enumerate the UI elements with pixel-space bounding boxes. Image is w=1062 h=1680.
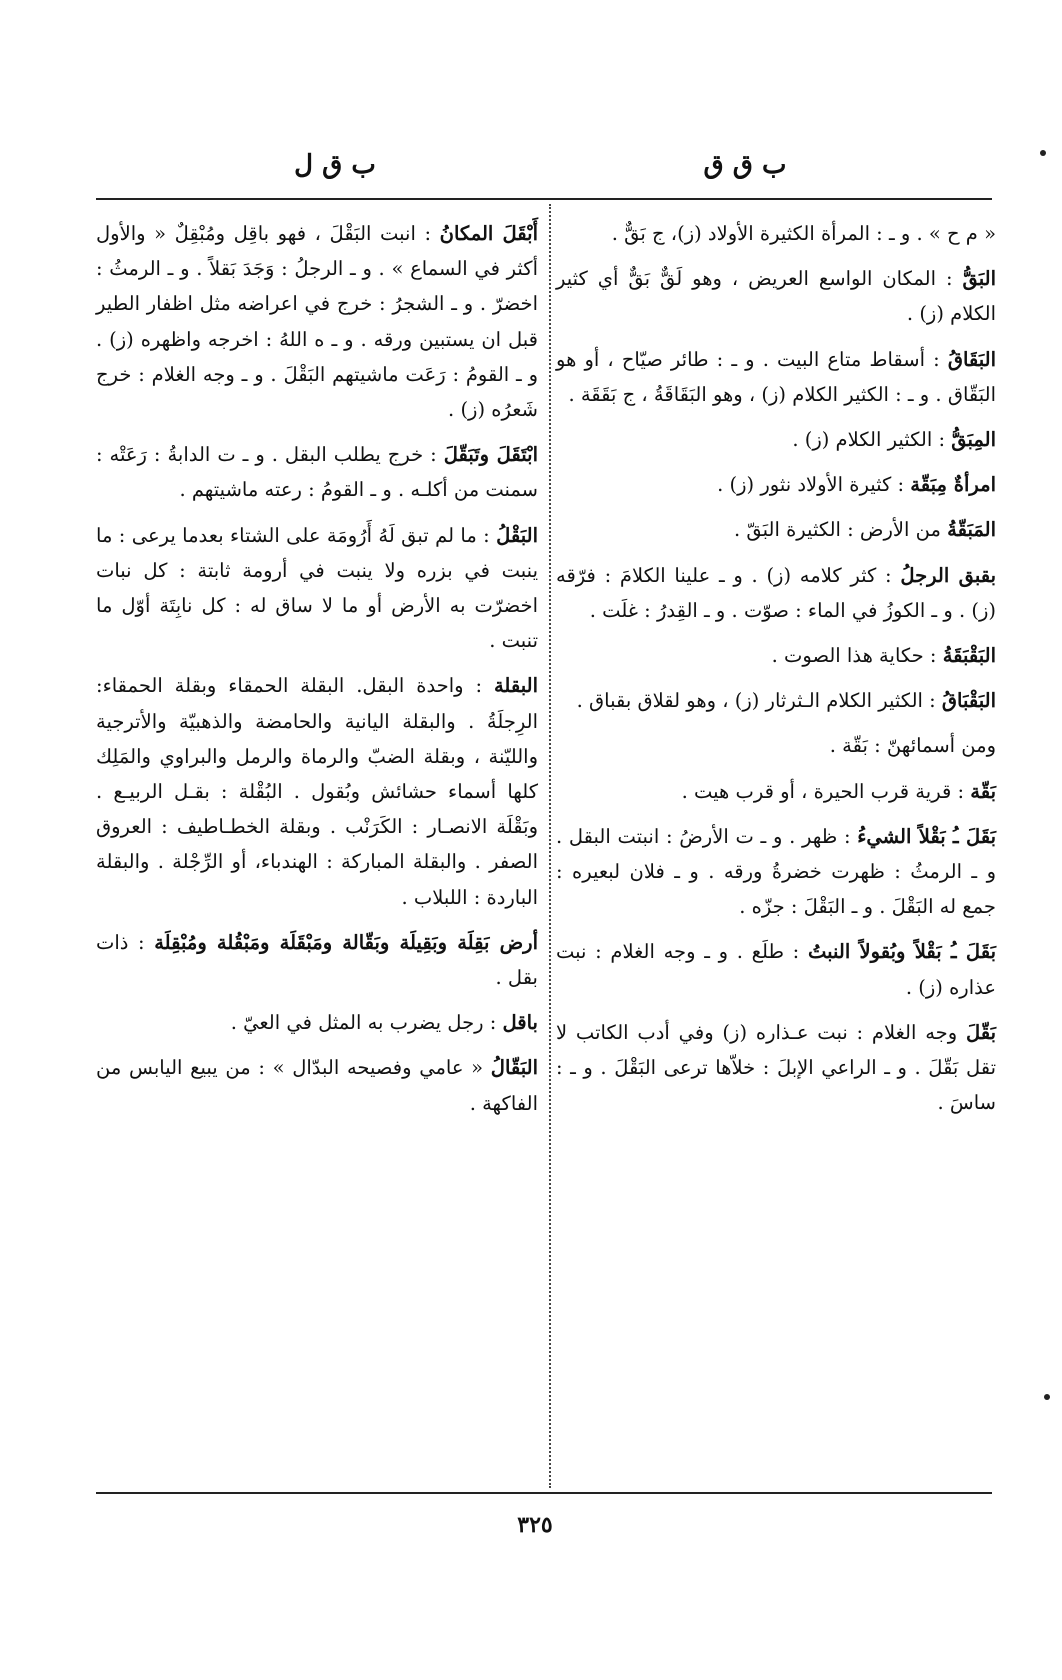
entry-definition: : الكثير الكلام الـثرثار (ز) ، وهو لقلاق بقباق . bbox=[576, 689, 936, 713]
entry-headword: البَقْلُ bbox=[496, 523, 539, 547]
entry-headword: بَقَلَ ـُ بَقْلاً وبُقولاً النبتُ bbox=[807, 940, 996, 964]
dictionary-entry bbox=[96, 216, 538, 427]
dictionary-entry bbox=[96, 1050, 538, 1120]
entry-definition: : قرية قرب الحيرة ، أو قرب هيت . bbox=[681, 779, 965, 803]
entry-headword: البَقْبَاقُ bbox=[941, 689, 996, 713]
entry-definition: وجه الغلام : نبت عـذاره (ز) وفي أدب الكاتب لا تقل بَقّلَ . و ـ الراعي الإبلَ : خلاّها ترعى البَقْلَ . و ـ : ساسَ . bbox=[556, 1020, 996, 1115]
dictionary-entry bbox=[556, 261, 996, 331]
entry-definition: : ظهر . و ـ ت الأرضُ : انبتت البقل . و ـ الرمثُ : ظهرت خضرةُ ورقه . و ـ فلان لبعيره : جمع له البَقْلَ . و ـ البَقْلَ : جزّه . bbox=[556, 824, 996, 919]
entry-headword: أَبْقَلَ المكانُ bbox=[439, 222, 538, 245]
entry-definition: « م ح » . و ـ : المرأة الكثيرة الأولاد (ز)، ج بَقٌّ . bbox=[611, 222, 996, 245]
top-rule bbox=[96, 198, 992, 200]
page-number: ٣٢٥ bbox=[517, 1512, 553, 1538]
bottom-rule bbox=[96, 1492, 992, 1494]
dictionary-entry bbox=[556, 819, 996, 925]
dictionary-entry bbox=[96, 437, 538, 507]
dictionary-entry bbox=[556, 342, 996, 412]
dictionary-entry bbox=[556, 467, 996, 502]
entry-headword: امرأةٌ مِبَقّة bbox=[910, 473, 996, 497]
entry-definition: : المكان الواسع العريض ، وهو لَقٌّ بَقٌّ أي كثير الكلام (ز) . bbox=[556, 267, 996, 326]
running-header-left: ب ق ل bbox=[294, 150, 376, 180]
left-column bbox=[96, 216, 538, 1131]
margin-mark bbox=[1044, 1394, 1050, 1400]
dictionary-entry bbox=[556, 216, 996, 251]
entry-headword: المِبَقُّ bbox=[951, 428, 996, 452]
entry-headword: أرض بَقِلَة وبَقِيلَة وبَقّالة ومَبْقَلَة ومَبْقُلة ومُبْقِلَة bbox=[154, 930, 538, 954]
dictionary-entry bbox=[556, 774, 996, 809]
entry-definition: : ذات بقل . bbox=[96, 930, 538, 990]
dictionary-entry bbox=[556, 728, 996, 763]
dictionary-entry bbox=[96, 925, 538, 995]
entry-definition: : أسقاط متاع البيت . و ـ : طائر صيّاح ، أو هو البَقّاق . و ـ : الكثير الكلام (ز) ، وهو البَقَاقَةُ ، ج بَقَقَة . bbox=[556, 347, 996, 406]
entry-headword: بقبق الرجلُ bbox=[900, 563, 997, 587]
entry-definition: : طلَع . و ـ وجه الغلام : نبت عذاره (ز) . bbox=[556, 940, 996, 999]
entry-headword: بَقّة bbox=[970, 779, 996, 803]
entry-headword: البَقُّ bbox=[962, 267, 997, 291]
dictionary-entry bbox=[556, 1015, 996, 1121]
entry-headword: بَقّلَ bbox=[965, 1020, 997, 1044]
entry-headword: بَقَلَ ـُ بَقْلاً الشيءُ bbox=[857, 824, 996, 848]
entry-headword: المَبَقّةُ bbox=[947, 518, 996, 542]
dictionary-entry bbox=[556, 558, 996, 628]
entry-headword: باقل bbox=[502, 1011, 538, 1035]
entry-headword: ابْتَقَلَ وتَبَقّلَ bbox=[443, 443, 539, 467]
entry-definition: : رجل يضرب به المثل في العيّ . bbox=[230, 1011, 497, 1035]
column-divider bbox=[549, 204, 551, 1488]
entry-definition: : كثر كلامه (ز) . و ـ علينا الكلامَ : فرّقه (ز) . و ـ الكوزُ في الماء : صوّت . و ـ القِدرُ : غلَت . bbox=[556, 563, 996, 622]
entry-headword: البقلة bbox=[493, 674, 538, 698]
running-header-right: ب ق ق bbox=[703, 150, 787, 180]
entry-definition: : خرج يطلب البقل . و ـ ت الدابةُ : رَعَتْه : سمنت من أكلـه . و ـ القومُ : رعته ماشيتهم . bbox=[96, 443, 538, 502]
entry-headword: البَقَاقُ bbox=[947, 347, 997, 371]
dictionary-entry bbox=[96, 518, 538, 659]
dictionary-entry bbox=[556, 683, 996, 718]
entry-definition: : ما لم تبق لَهُ أَرُومَة على الشتاء بعدما يرعى : ما ينبت في بزره ولا ينبت في أرومة ثابتة : كل نبات اخضرّت به الأرض أو ما لا ساق له : كل نابِتَة أوّل ما تنبت . bbox=[96, 523, 538, 653]
dictionary-entry bbox=[556, 512, 996, 547]
entry-definition: « عامي وفصيحه البدّال » : من يبيع اليابس من الفاكهة . bbox=[96, 1056, 538, 1115]
right-column bbox=[556, 216, 996, 1130]
dictionary-entry bbox=[96, 668, 538, 914]
dictionary-entry bbox=[556, 934, 996, 1004]
entry-headword: البَقْبَقَةُ bbox=[942, 644, 996, 668]
entry-definition: ومن أسمائهنّ : بَقّة . bbox=[829, 734, 996, 758]
entry-definition: : انبت البَقْلَ ، فهو باقِل ومُبْقِلٌ « والأول أكثر في السماع » . و ـ الرجلُ : وَجَدَ بَقلاً . و ـ الرمثُ : اخضرّ . و ـ الشجرُ : خرج في اعراضه مثل اظفار الطير قبل ان يستبين ورقه . و ـ ه اللهُ : اخرجه واظهره (ز) . و ـ القومُ : رَعَت ماشيتهم البَقْلَ . و ـ وجه الغلام : خرج شَعرُه (ز) . bbox=[96, 222, 538, 422]
entry-definition: : الكثير الكلام (ز) . bbox=[792, 428, 946, 452]
entry-definition: : حكاية هذا الصوت . bbox=[771, 644, 937, 668]
dictionary-entry bbox=[96, 1005, 538, 1040]
entry-headword: البَقّالُ bbox=[490, 1056, 538, 1080]
entry-definition: : كثيرة الأولاد نثور (ز) . bbox=[717, 473, 905, 497]
dictionary-entry bbox=[556, 638, 996, 673]
margin-mark bbox=[1040, 150, 1046, 156]
entry-definition: من الأرض : الكثيرة البَقّ . bbox=[733, 518, 941, 542]
dictionary-entry bbox=[556, 422, 996, 457]
entry-definition: : واحدة البقل. البقلة الحمقاء وبقلة الحمقاء: الرِجلَةُ . والبقلة اليانية والحامضة والذهبيّة والأترجية والليّنة ، وبقلة الضبّ والرماة والرمل والبراوي والمَلِك كلها أسماء حشائش وبُقول . البُقْلة : بقـل الربيـع . وبَقْلَة الانصـار : الكَرَنْب . وبقلة الخطـاطيف : العروق الصفر . والبقلة المباركة : الهندباء، أو الرِّجْلة . والبقلة الباردة : اللبلاب . bbox=[96, 674, 538, 909]
